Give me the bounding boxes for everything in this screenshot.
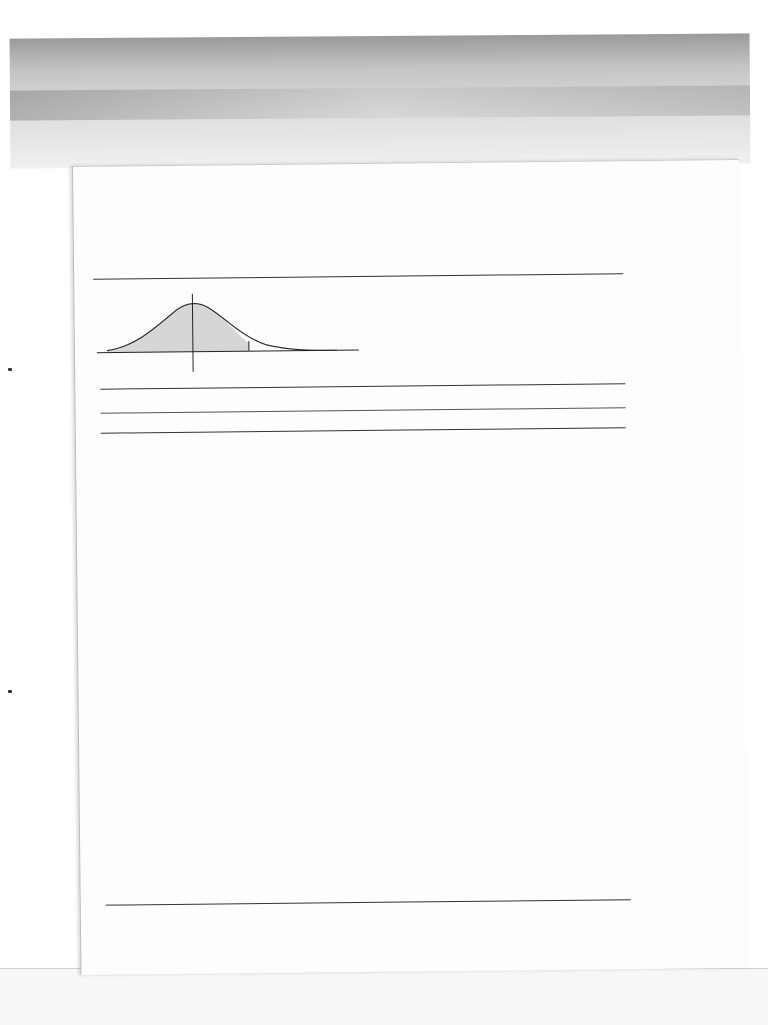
normal-curve-figure (96, 284, 367, 397)
running-header (398, 189, 408, 205)
margin-mark (8, 690, 12, 693)
scanned-page-edge (10, 33, 751, 168)
scanner-bed (0, 968, 768, 1025)
title-rule (93, 273, 623, 280)
margin-mark (8, 368, 12, 371)
column-title-rule (101, 407, 626, 413)
header-bottom-rule (101, 427, 626, 433)
book-page (72, 159, 747, 975)
scan-shadow-band (10, 85, 750, 120)
table-bottom-rule (106, 899, 631, 905)
